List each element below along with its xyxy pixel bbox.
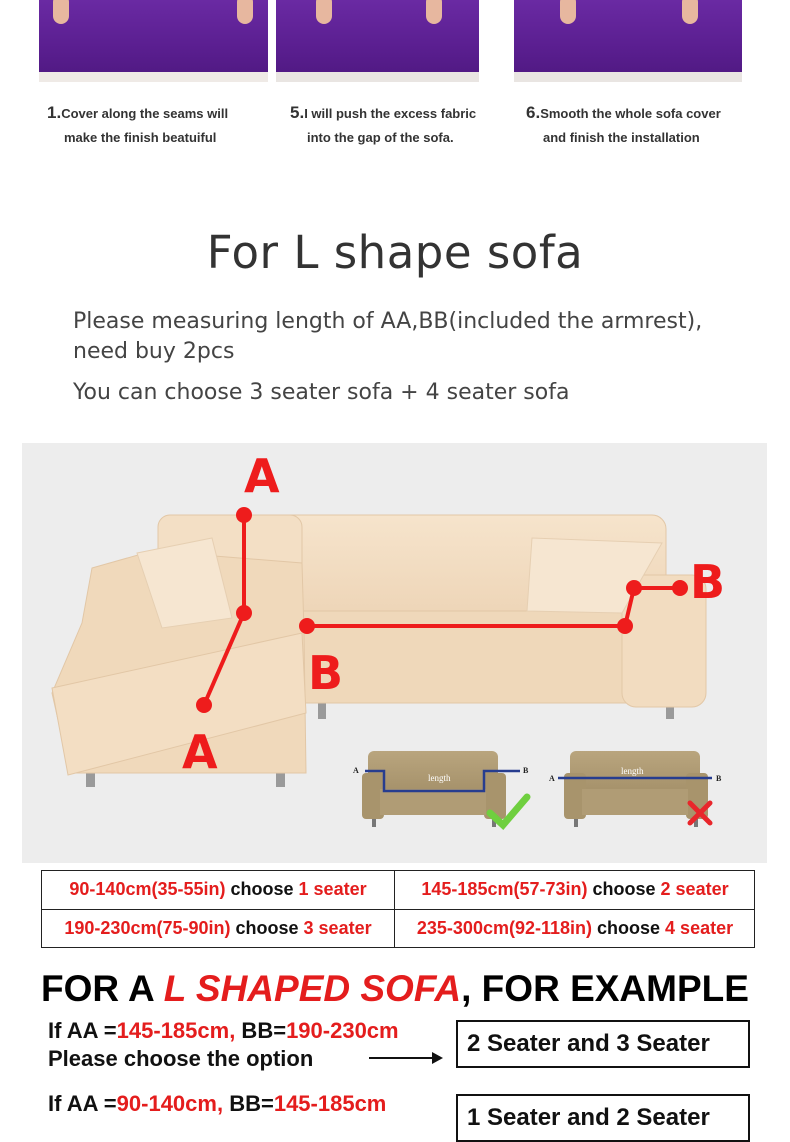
step-1-photo <box>39 0 268 82</box>
measure-line-2: need buy 2pcs <box>73 339 235 364</box>
step-6-photo <box>514 0 742 82</box>
size-table <box>41 870 755 948</box>
label-b-middle: B <box>308 646 344 700</box>
mini-label-b: B <box>523 766 529 775</box>
step-1-caption <box>47 101 282 150</box>
l-sofa-diagram <box>22 443 767 863</box>
section-title: For L shape sofa <box>206 226 584 279</box>
l-sofa-illustration <box>22 443 767 863</box>
size-row: 235-300cm(92-118in) choose 4 seater <box>416 918 734 938</box>
step-5-photo <box>276 0 479 82</box>
step-number: 1. <box>47 103 62 122</box>
size-row: 90-140cm(35-55in) choose 1 seater <box>69 879 367 899</box>
example-1-condition: If AA =145-185cm, BB=190-230cm <box>48 1018 399 1043</box>
size-row: 190-230cm(75-90in) choose 3 seater <box>64 918 372 938</box>
measure-line-1: Please measuring length of AA,BB(included the armrest), <box>73 309 703 334</box>
mini-label-a: A <box>549 774 555 783</box>
arrow-right-icon <box>369 1057 441 1059</box>
step-text: I will push the excess fabric <box>304 106 477 121</box>
step-text: into the gap of the sofa. <box>307 130 454 145</box>
mini-length-label: length <box>621 766 644 776</box>
step-5-caption <box>290 101 525 150</box>
mini-length-label: length <box>428 773 451 783</box>
label-b-right: B <box>690 555 726 609</box>
example-1-option-box: 2 Seater and 3 Seater <box>456 1020 750 1068</box>
step-number: 6. <box>526 103 541 122</box>
example-2-option-box: 1 Seater and 2 Seater <box>456 1094 750 1142</box>
sofa-leg <box>318 701 326 719</box>
label-a-top: A <box>244 449 280 503</box>
example-heading: FOR A L SHAPED SOFA, FOR EXAMPLE <box>41 968 749 1009</box>
step-text: make the finish beatuiful <box>64 130 217 145</box>
step-number: 5. <box>290 103 305 122</box>
size-row: 145-185cm(57-73in) choose 2 seater <box>421 879 729 899</box>
example-1-instruction: Please choose the option <box>48 1046 314 1071</box>
step-6-caption <box>526 101 761 150</box>
step-text: Cover along the seams will <box>61 106 229 121</box>
measure-instructions <box>73 307 702 367</box>
mini-label-b: B <box>716 774 722 783</box>
label-a-bottom: A <box>182 725 218 779</box>
step-text: and finish the installation <box>543 130 700 145</box>
choice-note: You can choose 3 seater sofa + 4 seater sofa <box>73 380 570 405</box>
step-text: Smooth the whole sofa cover <box>540 106 721 121</box>
wrong-measure-example <box>558 751 712 827</box>
example-2-condition: If AA =90-140cm, BB=145-185cm <box>48 1091 387 1116</box>
mini-label-a: A <box>353 766 359 775</box>
